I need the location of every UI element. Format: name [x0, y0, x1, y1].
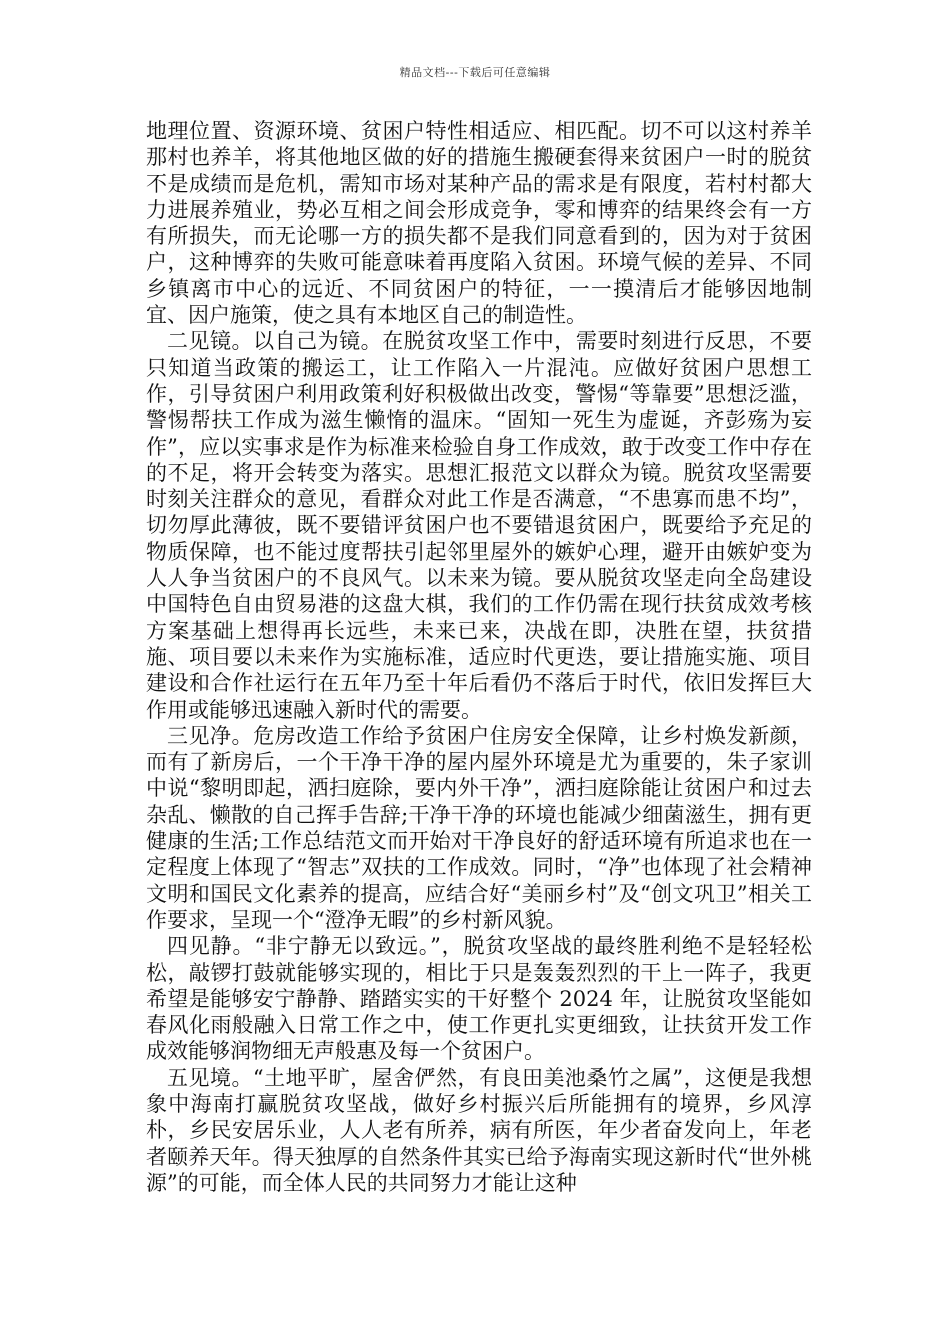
paragraph-fifth-realm: 五见境。“土地平旷，屋舍俨然，有良田美池桑竹之属”，这便是我想象中海南打赢脱贫攻坚战，做好乡村振兴后所能拥有的境界，乡风淳朴，乡民安居乐业，人人老有所养，病有所医，年少者奋发向上，年老者颐养天年。得天独厚的自然条件其实已给予海南实现这新时代“世外桃源”的可能，而全体人民的共同努力才能让这种: [146, 1065, 812, 1195]
paragraph-third-clean: 三见净。危房改造工作给予贫困户住房安全保障，让乡村焕发新颜，而有了新房后，一个干净干净的屋内屋外环境是尤为重要的，朱子家训中说“黎明即起，洒扫庭除，要内外干净”，洒扫庭除能让贫困户和过去杂乱、懒散的自己挥手告辞;干净干净的环境也能减少细菌滋生，拥有更健康的生活;工作总结范文而开始对干净良好的舒适环境有所追求也在一定程度上体现了“智志”双扶的工作成效。同时，“净”也体现了社会精神文明和国民文化素养的提高，应结合好“美丽乡村”及“创文巩卫”相关工作要求，呈现一个“澄净无暇”的乡村新风貌。: [146, 723, 812, 932]
paragraph-second-mirror: 二见镜。以自己为镜。在脱贫攻坚工作中，需要时刻进行反思，不要只知道当政策的搬运工，让工作陷入一片混沌。应做好贫困户思想工作，引导贫困户利用政策利好积极做出改变，警惕“等靠要”思想泛滥，警惕帮扶工作成为滋生懒惰的温床。“固知一死生为虚诞，齐彭殇为妄作”，应以实事求是作为标准来检验自身工作成效，敢于改变工作中存在的不足，将开会转变为落实。思想汇报范文以群众为镜。脱贫攻坚需要时刻关注群众的意见，看群众对此工作是否满意，“不患寡而患不均”，切勿厚此薄彼，既不要错评贫困户也不要错退贫困户，既要给予充足的物质保障，也不能过度帮扶引起邻里屋外的嫉妒心理，避开由嫉妒变为人人争当贫困户的不良风气。以未来为镜。要从脱贫攻坚走向全岛建设中国特色自由贸易港的这盘大棋，我们的工作仍需在现行扶贫成效考核方案基础上想得再长远些，未来已来，决战在即，决胜在望，扶贫措施、项目要以未来作为实施标准，适应时代更迭，要让措施实施、项目建设和合作社运行在五年乃至十年后看仍不落后于时代，依旧发挥巨大作用或能够迅速融入新时代的需要。: [146, 329, 812, 722]
page-header: 精品文档---下载后可任意编辑: [399, 66, 551, 79]
paragraph-continuation: 地理位置、资源环境、贫困户特性相适应、相匹配。切不可以这村养羊那村也养羊，将其他地区做的好的措施生搬硬套得来贫困户一时的脱贫不是成绩而是危机，需知市场对某种产品的需求是有限度，若村村都大力进展养殖业，势必互相之间会形成竞争，零和博弈的结果终会有一方有所损失，而无论哪一方的损失都不是我们同意看到的，因为对于贫困户，这种博弈的失败可能意味着再度陷入贫困。环境气候的差异、不同乡镇离市中心的远近、不同贫困户的特征，一一摸清后才能够因地制宜、因户施策，使之具有本地区自己的制造性。: [146, 119, 812, 328]
paragraph-fourth-quiet: 四见静。“非宁静无以致远。”，脱贫攻坚战的最终胜利绝不是轻轻松松，敲锣打鼓就能够实现的，相比于只是轰轰烈烈的干上一阵子，我更希望是能够安宁静静、踏踏实实的干好整个 2024 年，让脱贫攻坚能如春风化雨般融入日常工作之中，使工作更扎实更细致，让扶贫开发工作成效能够润物细无声般惠及每一个贫困户。: [146, 934, 812, 1064]
document-body: [146, 118, 812, 1196]
